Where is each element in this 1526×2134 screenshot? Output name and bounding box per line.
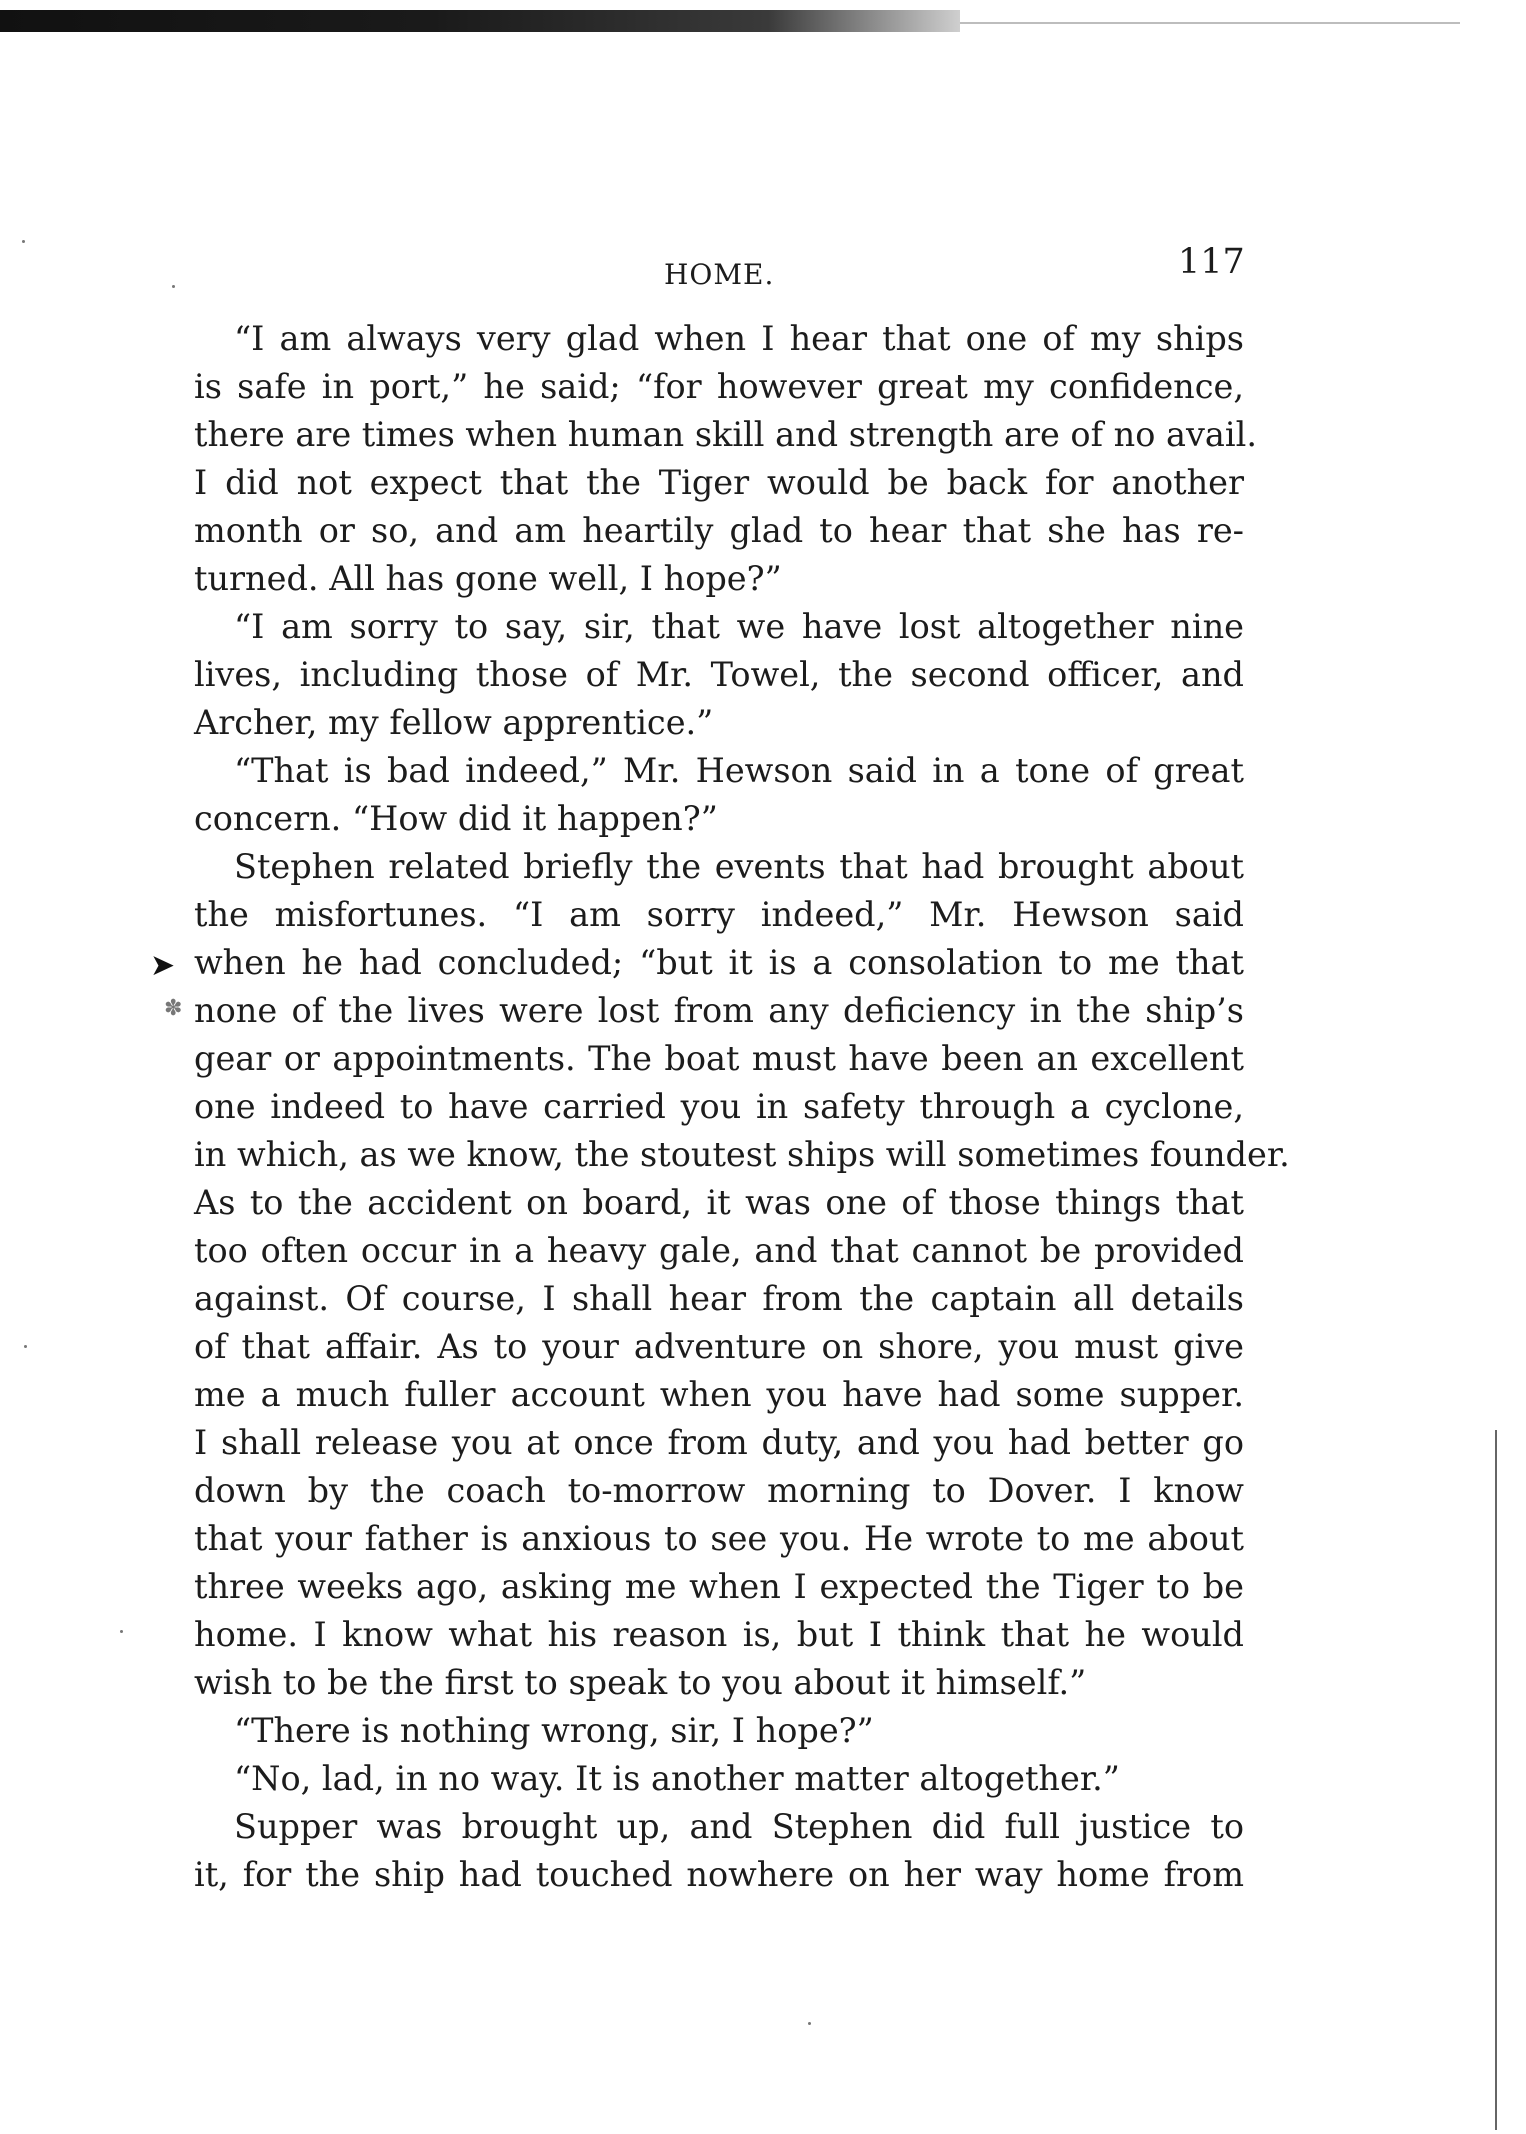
scan-top-edge-fade: [960, 22, 1460, 24]
text-line: too often occur in a heavy gale, and that cannot be provided: [194, 1231, 1244, 1270]
text-line: that your father is anxious to see you. He wrote to me about: [194, 1519, 1244, 1558]
scan-right-edge-line: [1495, 1430, 1497, 2130]
text-line: me a much fuller account when you have had some supper.: [194, 1375, 1244, 1414]
text-line: it, for the ship had touched nowhere on her way home from: [194, 1855, 1244, 1894]
text-line: down by the coach to-morrow morning to Dover. I know: [194, 1471, 1244, 1510]
scan-speck: [808, 2022, 811, 2025]
text-line: of that affair. As to your adventure on shore, you must give: [194, 1327, 1244, 1366]
running-head: HOME.: [664, 258, 775, 291]
text-line: Stephen related briefly the events that had brought about: [234, 847, 1244, 886]
text-line: Supper was brought up, and Stephen did full justice to: [234, 1807, 1244, 1846]
text-line: “I am always very glad when I hear that one of my ships: [234, 319, 1244, 358]
scan-speck: [120, 1630, 123, 1633]
text-line: in which, as we know, the stoutest ships will sometimes founder.: [194, 1135, 1290, 1174]
text-line: concern. “How did it happen?”: [194, 799, 718, 838]
text-line: I did not expect that the Tiger would be back for another: [194, 463, 1244, 502]
text-line: is safe in port,” he said; “for however great my confidence,: [194, 367, 1244, 406]
margin-blot-icon: ✽: [164, 996, 183, 1021]
text-line: I shall release you at once from duty, and you had better go: [194, 1423, 1244, 1462]
scan-top-edge-bar: [0, 10, 960, 32]
text-line: As to the accident on board, it was one of those things that: [194, 1183, 1244, 1222]
text-line: three weeks ago, asking me when I expected the Tiger to be: [194, 1567, 1244, 1606]
text-line: month or so, and am heartily glad to hear that she has re-: [194, 511, 1244, 550]
text-line: when he had concluded; “but it is a consolation to me that: [194, 943, 1244, 982]
margin-pen-mark-icon: ➤: [150, 948, 176, 983]
text-line: there are times when human skill and strength are of no avail.: [194, 415, 1257, 454]
text-line: Archer, my fellow apprentice.”: [194, 703, 714, 742]
text-line: none of the lives were lost from any deficiency in the ship’s: [194, 991, 1244, 1030]
text-line: the misfortunes. “I am sorry indeed,” Mr. Hewson said: [194, 895, 1244, 934]
text-line: home. I know what his reason is, but I think that he would: [194, 1615, 1244, 1654]
page-number: 117: [1178, 242, 1245, 282]
text-line: wish to be the first to speak to you about it himself.”: [194, 1663, 1087, 1702]
text-line: turned. All has gone well, I hope?”: [194, 559, 782, 598]
text-line: “I am sorry to say, sir, that we have lost altogether nine: [234, 607, 1244, 646]
text-line: gear or appointments. The boat must have been an excellent: [194, 1039, 1244, 1078]
scan-speck: [22, 240, 25, 243]
text-line: one indeed to have carried you in safety through a cyclone,: [194, 1087, 1244, 1126]
scan-speck: [172, 285, 175, 288]
text-line: “There is nothing wrong, sir, I hope?”: [234, 1711, 874, 1750]
scan-speck: [24, 1345, 27, 1348]
body-text: [194, 315, 1290, 1899]
text-line: “No, lad, in no way. It is another matter altogether.”: [234, 1759, 1120, 1798]
text-line: against. Of course, I shall hear from the captain all details: [194, 1279, 1244, 1318]
text-line: “That is bad indeed,” Mr. Hewson said in a tone of great: [234, 751, 1244, 790]
text-line: lives, including those of Mr. Towel, the second officer, and: [194, 655, 1244, 694]
